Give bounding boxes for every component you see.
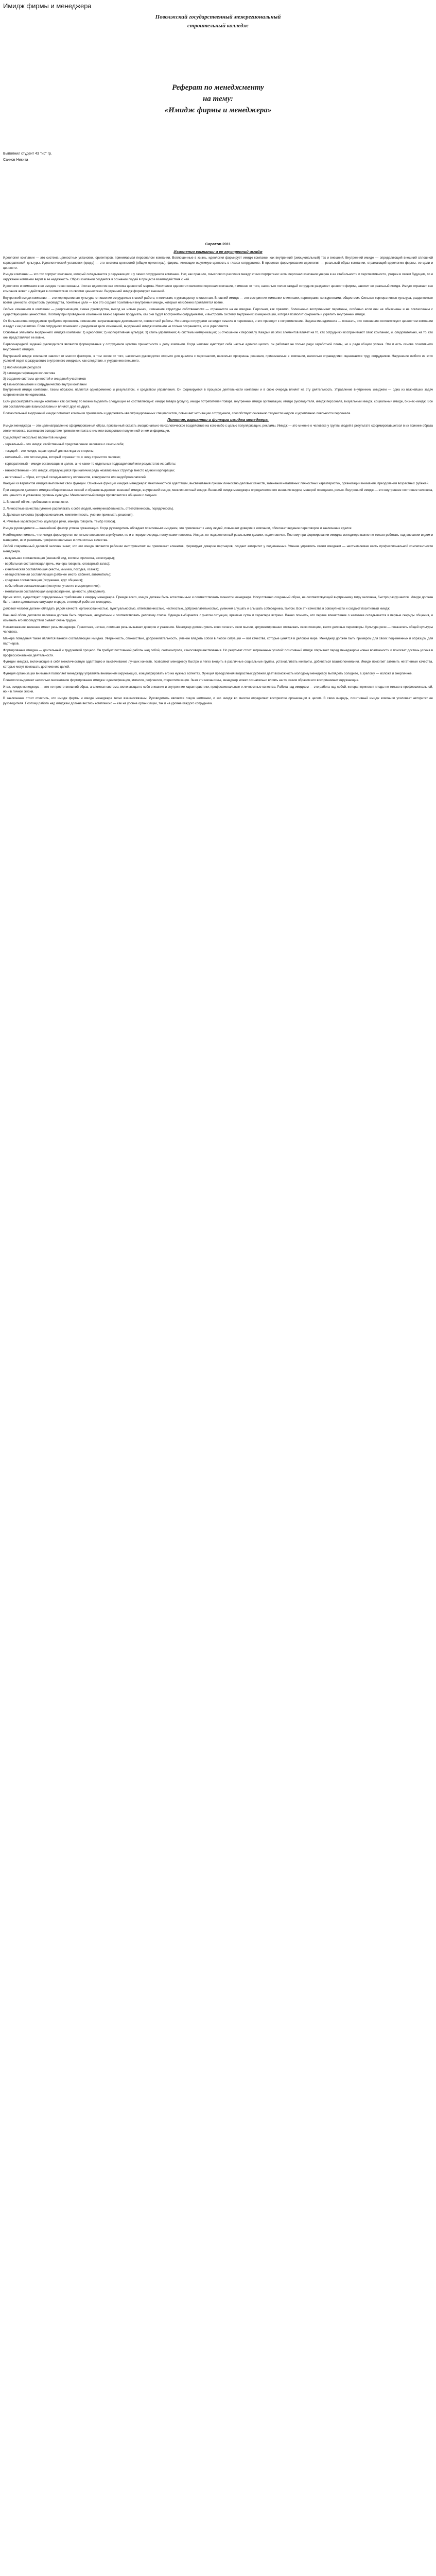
list-item: - овеществленная составляющая (рабочее место, кабинет, автомобиль); <box>3 573 111 577</box>
paragraph: Имидж менеджера — это целенаправленно сформированный образ, призванный оказать эмоционально-психологическое воздействие на кого-либо с целью популяризации, рекламы. Имидж — это мнение о человеке у группы людей в результате сформировавшегося в их психике образа этого человека, возникшего вследствие прямого контакта с ним или вследствие полученной о нем информации. <box>3 424 433 433</box>
paragraph: 4. Речевые характеристики (культура речи, манера говорить, тембр голоса). <box>3 520 116 524</box>
paragraph: Функции имиджа, включающие в себя межличностную адаптацию и высвечивание лучших качеств, позволяют менеджеру быстро и легко входить в различные социальные группы, устанавливать контакты, добиваться взаимопонимания. Имидж помогает затенить негативные качества, которые могут помешать достижению целей. <box>3 660 433 669</box>
author-block <box>3 151 433 163</box>
paragraph: Идеология компании — это система ценностных установок, ориентиров, принимаемая персоналом компании. Воплощенные в жизнь, идеология формирует имидж компании как внутренний (эмоциональный) так и внешний. Внутренний имидж — определяющий внешний сплошной корпоративной культуры. Идеологический установки (кредо) — это система ценностей (общие ориентиры), фирмы, имеющие ощутимую ценность в глазах сотрудников. В процессе формирования идеология — реальный образ компании, отражающий идеологию фирмы, ее цели и ценности. <box>3 256 433 270</box>
section-1b-body <box>3 387 433 416</box>
paragraph: Манера поведения также является важной составляющей имиджа. Уверенность, спокойствие, доброжелательность, умение владеть собой в любой ситуации — вот качества, которые ценятся в деловом мире. Менеджер должен быть примером для своих подчиненных и образцом для партнеров. <box>3 637 433 646</box>
paragraph: Существуют несколько вариантов имиджа: <box>3 435 67 439</box>
paragraph: Имидж компании — это тот портрет компании, который складывается у окружающих и у самих сотрудников компании. Нет, как правило, смыслового различия между этими портретами: если персонал компании уверен в ее стабильности и перспективности, уверен в своем будущем, то и окружение компании верит в ее надежность. Образ компании создается в сознании людей в процессе взаимодействия с ней. <box>3 273 433 282</box>
paragraph: Внутренний имидж компании — это корпоративная культура, отношение сотрудников к своей работе, к коллегам, к руководству, к клиентам. Внешний имидж — это восприятие компании клиентами, партнерами, конкурентами, обществом. Сильная корпоративная культура, разделяемые всеми ценности, открытость руководства, понятные цели — все это создает позитивный внутренний имидж, который неизбежно проявляется вовне. <box>3 296 433 305</box>
paragraph: - множественный – это имидж, образующийся при наличии ряда независимых структур вместо единой корпорации; <box>3 468 175 472</box>
section-3-body <box>3 595 433 706</box>
list-item: 1) мобилизация ресурсов <box>3 366 41 370</box>
essay-title-line-3: «Имидж фирмы и менеджера» <box>164 106 272 114</box>
paragraph: Любые изменения в компании — реорганизация, смена руководства, выход на новые рынки, изменение структуры собственности — отражаются на ее имидже. Персонал, как правило, болезненно воспринимает перемены, особенно если они не объяснены и не согласованы с существующими ценностями. Поэтому при проведении изменений важно заранее продумать, как они будут восприняты сотрудниками, и выстроить систему внутренних коммуникаций, которая позволит сохранить и укрепить внутренний имидж. <box>3 308 433 316</box>
paragraph: Внутренний имидж компании зависит от многих факторов, в том числе от того, насколько руководство открыто для диалога с персоналом, насколько прозрачны решения, принимаемые в компании, насколько справедливо оценивается труд сотрудников. Нарушение любого из этих условий ведет к разрушению внутреннего имиджа и, как следствие, к ухудшению внешнего. <box>3 354 433 363</box>
section-2-body <box>3 423 433 554</box>
essay-title-line-2: на тему: <box>202 95 234 103</box>
paragraph: Идеология и компания в ее имидже тесно связаны. Чистая идеология как система ценностей мертва. Носителем идеологии является персонал компании, и именно от того, насколько полно каждый сотрудник разделяет ценности фирмы, зависит ее реальный имидж. Имидж отражает, как компания живет и действует в соответствии со своими ценностями. Внутренний имидж формирует внешний. <box>3 284 433 293</box>
paragraph: При введении делового имиджа общественных связей и образов выделяют: внешний имидж, внутренний имидж, межличностный имидж. Внешний имидж менеджера определяется его внешним видом, манерой поведения, речью. Внутренний имидж — это внутреннее состояние человека, его ценности и установки, уровень культуры. Межличностный имидж проявляется в общении с людьми. <box>3 488 433 498</box>
paragraph: Немаловажное значение имеет речь менеджера. Грамотная, четкая, логичная речь вызывает доверие и уважение. Менеджер должен уметь ясно излагать свои мысли, аргументированно отстаивать свою позицию, вести деловые переговоры. Культура речи — показатель общей культуры человека. <box>3 625 433 634</box>
paragraph: Психологи выделяют несколько механизмов формирования имиджа: идентификация, эмпатия, рефлексия, стереотипизация. Зная эти механизмы, менеджер может сознательно влиять на то, каким образом его воспринимают окружающие. <box>3 678 359 682</box>
paragraph: Итак, имидж менеджера — это не просто внешний образ, а сложная система, включающая в себя внешние и внутренние характеристики, профессиональные и личностные качества. Работа над имиджем — это работа над собой, которая приносит плоды не только в профессиональной, но и в личной жизни. <box>3 685 433 694</box>
paragraph: - текущий – это имидж, характерный для взгляда со стороны; <box>3 449 95 453</box>
paragraph: Если рассматривать имидж компании как систему, то можно выделить следующие ее составляющие: имидж товара (услуги), имидж потребителей товара, внутренний имидж организации, имидж руководителя, имидж персонала, визуальный имидж, социальный имидж, бизнес-имидж. Все эти составляющие взаимосвязаны и влияют друг на друга. <box>3 399 433 409</box>
college-name <box>3 13 433 30</box>
paragraph: В заключение стоит отметить, что имидж фирмы и имидж менеджера тесно взаимосвязаны. Руководитель является лицом компании, и его имидж во многом определяет восприятие организации в целом. В свою очередь, позитивный имидж компании усиливает авторитет ее руководителя. Поэтому работа над имиджем должна вестись комплексно — как на уровне организации, так и на уровне каждого сотрудника. <box>3 697 433 705</box>
paragraph: 1. Внешний облик, требования к внешности. <box>3 500 69 504</box>
college-line-2: строительный колледж <box>187 23 249 29</box>
list-item: 4) взаимопонимание и сотрудничество внутри компании <box>3 382 87 386</box>
paragraph: Каждый из вариантов имиджа выполняет свои функции. Основные функции имиджа менеджера: межличностной адаптации, высвечивания лучших личностно-деловых качеств, затенения негативных личностных характеристик, организации внимания, преодоления возрастных рубежей. <box>3 482 429 486</box>
paragraph: От большинства сотрудников требуется проявлять изменения, затрагивающие деятельности, совместной работы. Но иногда сотрудники не видят смысла в переменах, и это приводит к сопротивлению. Задача менеджмента — показать, что изменения соответствуют ценностям компании и ведут к ее развитию. Если сотрудники понимают и разделяют цели изменений, внутренний имидж компании не только сохраняется, но и укрепляется. <box>3 319 433 328</box>
paragraph: Деловой человек должен обладать рядом качеств: организованностью, пунктуальностью, ответственностью, честностью, доброжелательностью, умением слушать и слышать собеседника, тактом. Все эти качества в совокупности и создают позитивный имидж. <box>3 607 391 611</box>
essay-title-block <box>3 82 433 116</box>
paragraph: - зеркальный – это имидж, свойственный представлению человека о самом себе; <box>3 442 125 446</box>
paragraph: Функция организации внимания позволяет менеджеру управлять вниманием окружающих, концентрировать его на нужных аспектах. Функция преодоления возрастных рубежей дает возможность молодому менеджеру выглядеть солиднее, а зрелому — моложе и энергичнее. <box>3 671 413 675</box>
paragraph: Внутренний имидж компании, таким образом, является одновременно и результатом, и средством управления. Он формируется в процессе деятельности компании и в свою очередь влияет на эту деятельность. Управление внутренним имиджем — одна из важнейших задач современного менеджмента. <box>3 388 433 397</box>
list-item: - ментальная составляющая (мировоззрение, ценности, убеждения). <box>3 589 106 594</box>
paragraph: Основные элементы внутреннего имиджа компании: 1) идеология; 2) корпоративная культура; 3) стиль управления; 4) система коммуникаций; 5) отношение к персоналу. Каждый из этих элементов влияет на то, как сотрудники воспринимают свою компанию, и, следовательно, на то, как они представляют ее вовне. <box>3 331 433 340</box>
document-title: Имидж фирмы и менеджера <box>3 2 92 10</box>
essay-title-line-1: Реферат по менеджменту <box>172 83 264 92</box>
section-1-body <box>3 256 433 364</box>
components-list <box>3 556 433 595</box>
college-line-1: Поволжский государственный межрегиональный <box>155 14 281 20</box>
paragraph: Кроме этого, существуют определенные требования к имиджу менеджера. Прежде всего, имидж должен быть естественным и соответствовать личности менеджера. Искусственно созданный образ, не соответствующий внутреннему миру человека, быстро разрушается. Имидж должен быть также адекватным ситуации и среде, в которой работает менеджер. <box>3 595 433 604</box>
paragraph: Любой современный деловой человек знает, что его имидж является рабочим инструментом: он привлекает клиентов, формирует доверие партнеров, создает авторитет у подчиненных. Умение управлять своим имиджем — неотъемлемая часть профессиональной компетентности менеджера. <box>3 545 433 554</box>
author-name: Санков Никита <box>3 158 28 162</box>
paragraph: 3. Деловые качества (профессионализм, компетентность, умение принимать решения). <box>3 513 134 517</box>
paragraph: Формирование имиджа — длительный и трудоемкий процесс. Он требует постоянной работы над собой, самоконтроля, самосовершенствования. Но результат стоит затраченных усилий: позитивный имидж открывает перед менеджером новые возможности и помогает достичь успеха в профессиональной деятельности. <box>3 648 433 657</box>
section-2-heading: Понятие, варианты и функции имиджа менеджера. <box>167 417 269 422</box>
list-item: 2) самоидентификация коллектива <box>3 371 56 375</box>
author-line: Выполнил студент 4З "ис" гр. <box>3 152 52 156</box>
paragraph: Положительный внутренний имидж помогает компании привлекать и удерживать квалифицированных специалистов, повышает мотивацию сотрудников, способствует снижению текучести кадров и укреплению лояльности персонала. <box>3 411 351 415</box>
functions-list <box>3 365 433 387</box>
paragraph: - желаемый – это тип имиджа, который отражает то, к чему стремится человек; <box>3 455 121 460</box>
paragraph: 2. Личностные качества (умение располагать к себе людей, коммуникабельность, ответственность, порядочность). <box>3 506 175 511</box>
paragraph: Имидж руководителя — важнейший фактор успеха организации. Когда руководитель обладает позитивным имиджем, это привлекает к нему людей, повышает доверие к компании, облегчает ведение переговоров и заключение сделок. <box>3 527 353 531</box>
list-item: - визуальная составляющая (внешний вид, костюм, прическа, аксессуары); <box>3 556 115 561</box>
section-1-heading: Изменения компании и ее внутренний имидж <box>173 249 263 254</box>
list-item: - кинетическая составляющая (жесты, мимика, походка, осанка); <box>3 567 99 571</box>
paragraph: Внешний облик делового человека должен быть опрятным, аккуратным и соответствовать деловому стилю. Одежда выбирается с учетом ситуации, времени суток и характера встречи. Важно помнить, что первое впечатление о человеке складывается в первые секунды общения, и изменить его впоследствии бывает очень трудно. <box>3 614 433 622</box>
paragraph: Необходимо помнить, что имидж формируется не только внешними атрибутами, но и в первую очередь поступками человека. Имидж, не подкрепленный реальными делами, недолговечен. Поэтому при формировании имиджа менеджера важно не только работать над внешним видом и манерами, но и развивать профессиональные и личностные качества. <box>3 533 433 542</box>
city-year: Саратов 2011 <box>205 242 231 246</box>
list-item: - событийная составляющая (поступки, участие в мероприятиях); <box>3 584 101 588</box>
list-item: - средовая составляющая (окружение, круг общения); <box>3 579 83 583</box>
paragraph: Первоочередной задачей руководителя является формирование у сотрудников чувства причастности к делу компании. Когда человек чувствует себя частью единого целого, он работает не только ради заработной платы, но и ради общего успеха. Это и есть основа позитивного внутреннего имиджа. <box>3 342 433 351</box>
list-item: - вербальная составляющая (речь, манера говорить, словарный запас); <box>3 562 110 566</box>
paragraph: - негативный – образ, который складывается у оппонентов, конкурентов или недоброжелателей. <box>3 475 147 479</box>
paragraph: - корпоративный – имидж организации в целом, а не каких-то отдельных подразделений или результатов их работы; <box>3 462 177 466</box>
list-item: 3) создание системы ценностей и ожиданий участников <box>3 377 86 381</box>
